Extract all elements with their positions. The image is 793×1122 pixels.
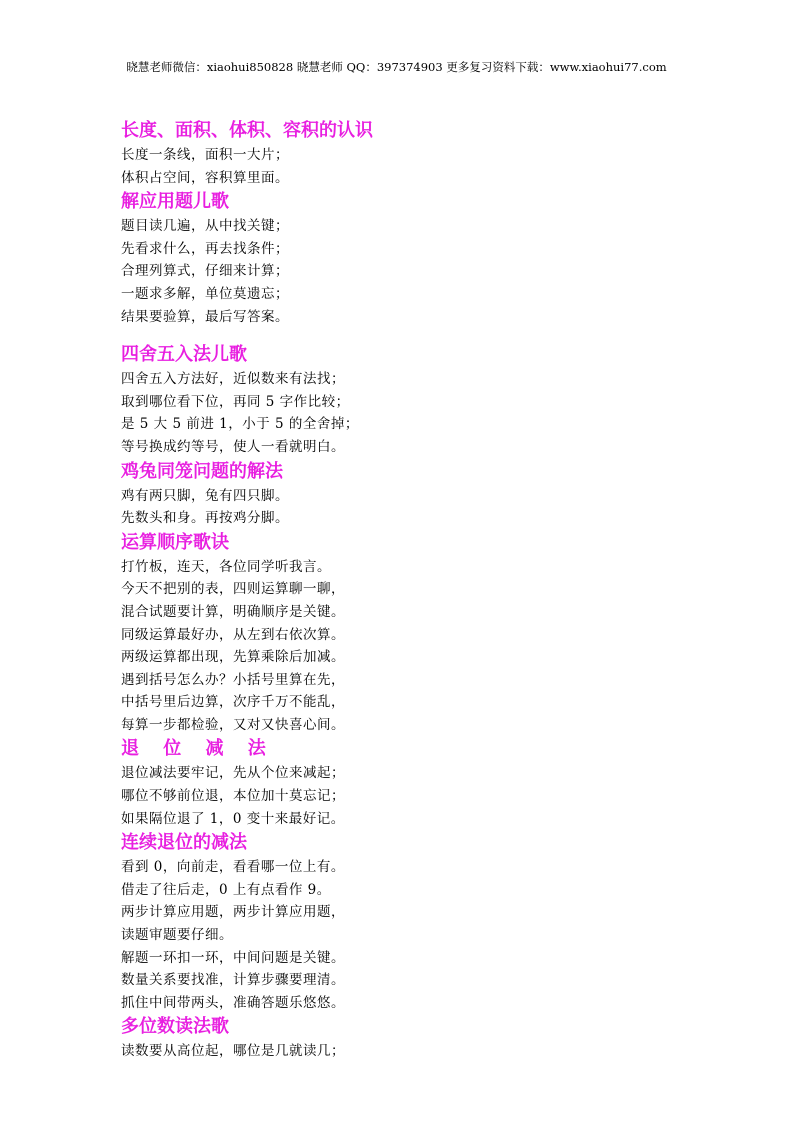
- text-line: 先看求什么，再去找条件；: [121, 240, 289, 257]
- section-title: 运算顺序歌诀: [121, 531, 229, 553]
- text-line: 中括号里后边算，次序千万不能乱，: [121, 694, 345, 711]
- text-line: 哪位不够前位退，本位加十莫忘记；: [121, 788, 345, 805]
- section-chicken-rabbit: [121, 459, 761, 530]
- text-line: 抓住中间带两头，准确答题乐悠悠。: [121, 994, 345, 1011]
- text-line: 看到 0，向前走，看看哪一位上有。: [121, 859, 345, 876]
- text-line: 如果隔位退了 1，0 变十来最好记。: [121, 810, 345, 827]
- section-continuous-borrow: [121, 830, 761, 1014]
- text-line: 今天不把别的表，四则运算聊一聊，: [121, 581, 345, 598]
- page-header: 晓慧老师微信：xiaohui850828 晓慧老师 QQ：397374903 更多复习资料下载：www.xiaohui77.com: [126, 60, 667, 74]
- text-line: 长度一条线，面积一大片；: [121, 147, 289, 163]
- section-title: 连续退位的减法: [121, 832, 247, 854]
- section-reading-numbers: [121, 1014, 761, 1063]
- text-line: 每算一步都检验，又对又快喜心间。: [121, 716, 345, 733]
- document-body: [121, 118, 761, 1063]
- text-line: 退位减法要牢记，先从个位来减起；: [121, 765, 345, 782]
- section-title: 解应用题儿歌: [121, 191, 229, 213]
- text-line: 四舍五入方法好，近似数来有法找；: [121, 371, 345, 388]
- text-line: 一题求多解，单位莫遗忘；: [121, 285, 289, 302]
- section-operation-order: [121, 530, 761, 737]
- text-line: 鸡有两只脚，兔有四只脚。: [121, 487, 289, 504]
- section-title: 四舍五入法儿歌: [121, 344, 247, 366]
- text-line: 数量关系要找准，计算步骤要理清。: [121, 972, 345, 989]
- text-line: 读题审题要仔细。: [121, 927, 233, 944]
- section-title: 多位数读法歌: [121, 1016, 229, 1038]
- section-word-problems: [121, 189, 761, 328]
- text-line: 混合试题要计算，明确顺序是关键。: [121, 603, 345, 620]
- text-line: 读数要从高位起，哪位是几就读几；: [121, 1043, 345, 1060]
- section-title: 长度、面积、体积、容积的认识: [121, 120, 373, 141]
- text-line: 取到哪位看下位，再同 5 字作比较；: [121, 393, 350, 410]
- text-line: 两步计算应用题，两步计算应用题，: [121, 904, 345, 921]
- spacer: [121, 328, 761, 342]
- text-line: 同级运算最好办，从左到右依次算。: [121, 626, 345, 643]
- text-line: 等号换成约等号，使人一看就明白。: [121, 438, 345, 455]
- text-line: 打竹板，连天，各位同学听我言。: [121, 558, 331, 575]
- section-title: 退 位 减 法: [121, 738, 275, 760]
- text-line: 先数头和身。再按鸡分脚。: [121, 510, 289, 527]
- text-line: 体积占空间，容积算里面。: [121, 169, 289, 186]
- section-rounding: [121, 342, 761, 458]
- text-line: 两级运算都出现，先算乘除后加减。: [121, 649, 345, 666]
- text-line: 遇到括号怎么办？小括号里算在先，: [121, 671, 345, 688]
- section-length-area-volume: [121, 118, 761, 189]
- section-borrow-subtraction: [121, 736, 761, 830]
- text-line: 解题一环扣一环，中间问题是关键。: [121, 949, 345, 966]
- text-line: 题目读几遍，从中找关键；: [121, 218, 289, 235]
- text-line: 是 5 大 5 前进 1，小于 5 的全舍掉；: [121, 416, 359, 433]
- text-line: 合理列算式，仔细来计算；: [121, 263, 289, 280]
- text-line: 借走了往后走，0 上有点看作 9。: [121, 881, 331, 898]
- text-line: 结果要验算，最后写答案。: [121, 308, 289, 325]
- section-title: 鸡兔同笼问题的解法: [121, 460, 283, 482]
